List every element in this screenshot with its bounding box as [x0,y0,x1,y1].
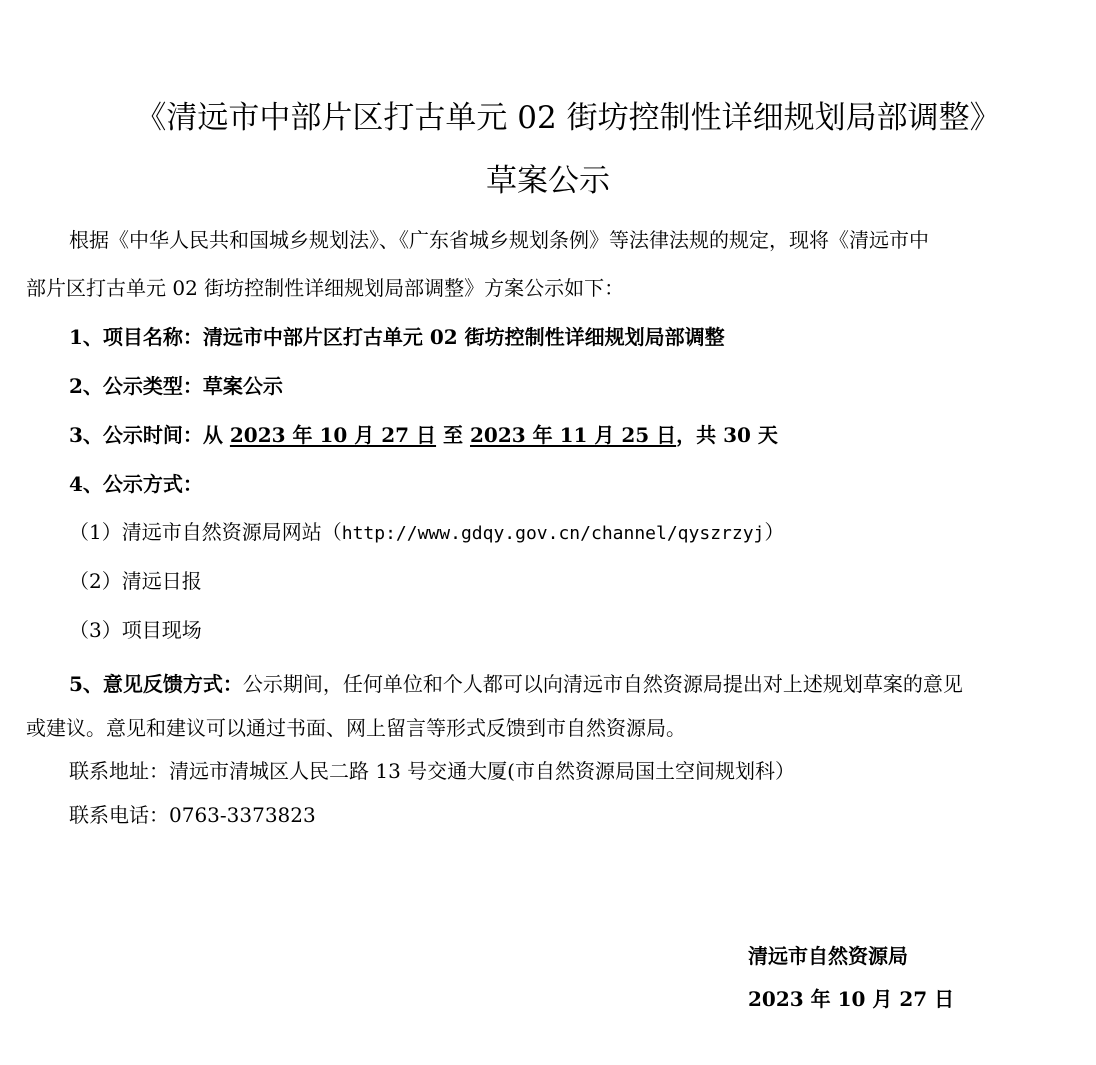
contact-address: 联系地址：清远市清城区人民二路 13 号交通大厦(市自然资源局国土空间规划科） [69,759,795,783]
signature-date: 2023 年 10 月 27 日 [748,987,955,1011]
item-project-name-label: 1、项目名称： [69,325,203,349]
signature-organization: 清远市自然资源局 [748,944,908,968]
item-notice-type [69,372,283,400]
item-feedback-text-line-1: 公示期间，任何单位和个人都可以向清远市自然资源局提出对上述规划草案的意见 [242,672,963,696]
notice-subtitle: 草案公示 [486,163,610,199]
intro-paragraph-line-2: 部片区打古单元 02 街坊控制性详细规划局部调整》方案公示如下： [26,276,625,300]
contact-phone: 联系电话：0763-3373823 [69,803,316,827]
item-notice-period [69,421,778,449]
item-notice-period-suffix: ，共 30 天 [676,423,778,447]
method-website [69,518,784,548]
item-feedback-text-line-2: 或建议。意见和建议可以通过书面、网上留言等形式反馈到市自然资源局。 [26,716,686,740]
method-project-site: （3）项目现场 [69,618,202,642]
item-project-name-value: 清远市中部片区打古单元 02 街坊控制性详细规划局部调整 [202,325,725,349]
item-project-name [69,323,725,351]
item-notice-period-label: 3、公示时间： [69,423,203,447]
intro-paragraph-line-1: 根据《中华人民共和国城乡规划法》、《广东省城乡规划条例》等法律法规的规定，现将《清远市中 [69,228,929,252]
item-notice-methods-label: 4、公示方式： [69,472,203,496]
notice-end-date: 2023 年 11 月 25 日 [469,423,677,447]
item-feedback-label: 5、意见反馈方式： [69,672,243,696]
item-feedback [69,670,963,698]
notice-start-date: 2023 年 10 月 27 日 [229,423,437,447]
method-website-suffix: ） [764,520,785,544]
website-url[interactable]: http://www.gdqy.gov.cn/channel/qyszrzyj [341,523,765,544]
item-notice-type-label: 2、公示类型： [69,374,203,398]
notice-title: 《清远市中部片区打古单元 02 街坊控制性详细规划局部调整》 [135,100,1001,136]
item-notice-type-value: 草案公示 [202,374,283,398]
item-notice-period-middle: 至 [436,423,470,447]
method-website-prefix: （1）清远市自然资源局网站（ [69,520,342,544]
item-notice-period-prefix: 从 [202,423,230,447]
method-newspaper: （2）清远日报 [69,569,202,593]
